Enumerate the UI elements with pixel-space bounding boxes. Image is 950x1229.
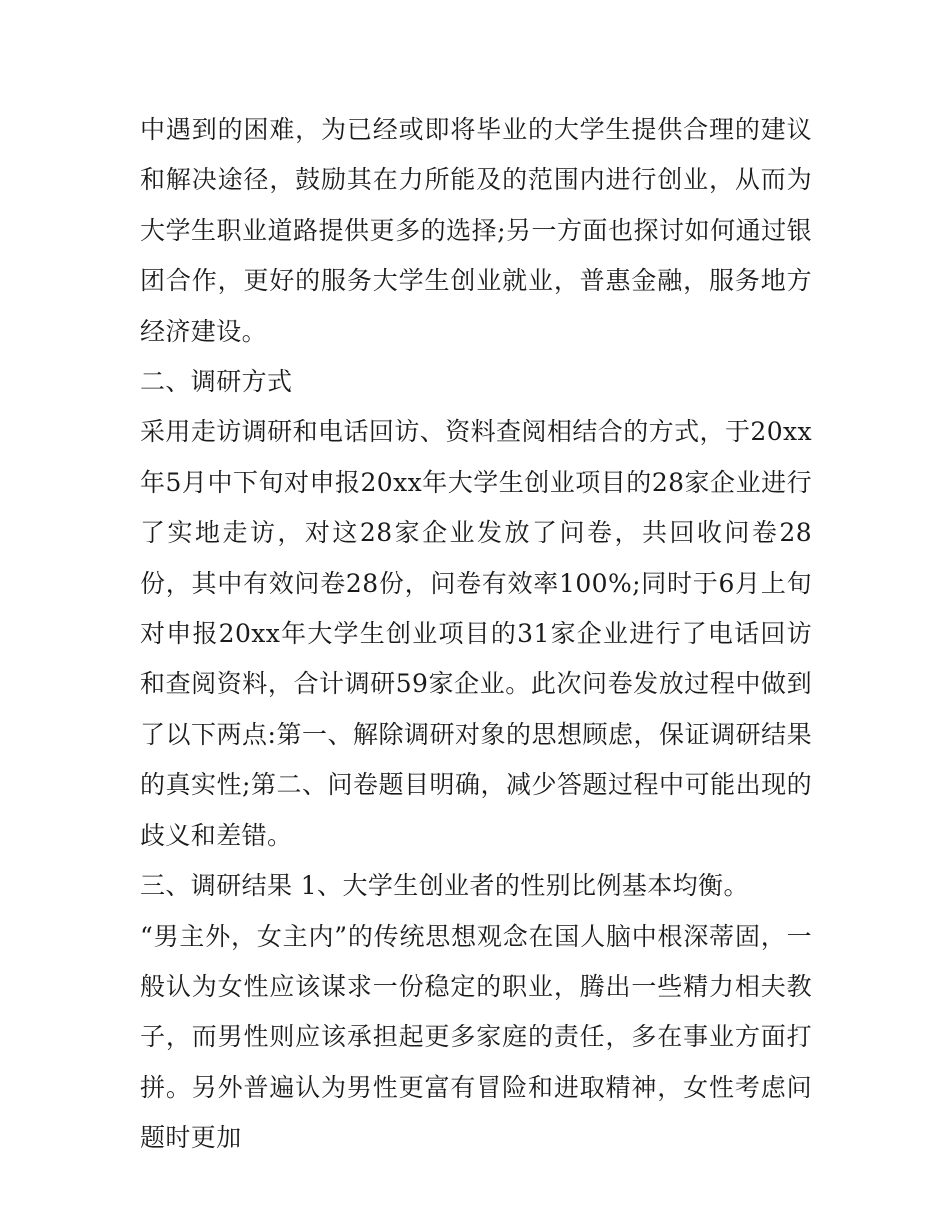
paragraph-gender-ratio: “男主外，女主内”的传统思想观念在国人脑中根深蒂固，一般认为女性应该谋求一份稳定的职业，腾出一些精力相夫教子，而男性则应该承担起更多家庭的责任，多在事业方面打拼。另外普遍认为男性更富有冒险和进取精神，女性考虑问题时更加	[140, 921, 812, 1153]
section-heading-research-method: 二、调研方式	[140, 367, 293, 397]
section-heading-research-results: 三、调研结果 1、大学生创业者的性别比例基本均衡。	[140, 871, 749, 901]
paragraph-research-purpose: 中遇到的困难，为已经或即将毕业的大学生提供合理的建议和解决途径，鼓励其在力所能及的范围内进行创业，从而为大学生职业道路提供更多的选择;另一方面也探讨如何通过银团合作，更好的服务大学生创业就业，普惠金融，服务地方经济建设。	[140, 115, 812, 346]
paragraph-research-method: 采用走访调研和电话回访、资料查阅相结合的方式，于20xx年5月中下旬对申报20xx年大学生创业项目的28家企业进行了实地走访，对这28家企业发放了问卷，共回收问卷28份，其中有效问卷28份，问卷有效率100%;同时于6月上旬对申报20xx年大学生创业项目的31家企业进行了电话回访和查阅资料，合计调研59家企业。此次问卷发放过程中做到了以下两点:第一、解除调研对象的思想顾虑，保证调研结果的真实性;第二、问卷题目明确，减少答题过程中可能出现的歧义和差错。	[140, 417, 812, 850]
document-body	[140, 105, 812, 1164]
